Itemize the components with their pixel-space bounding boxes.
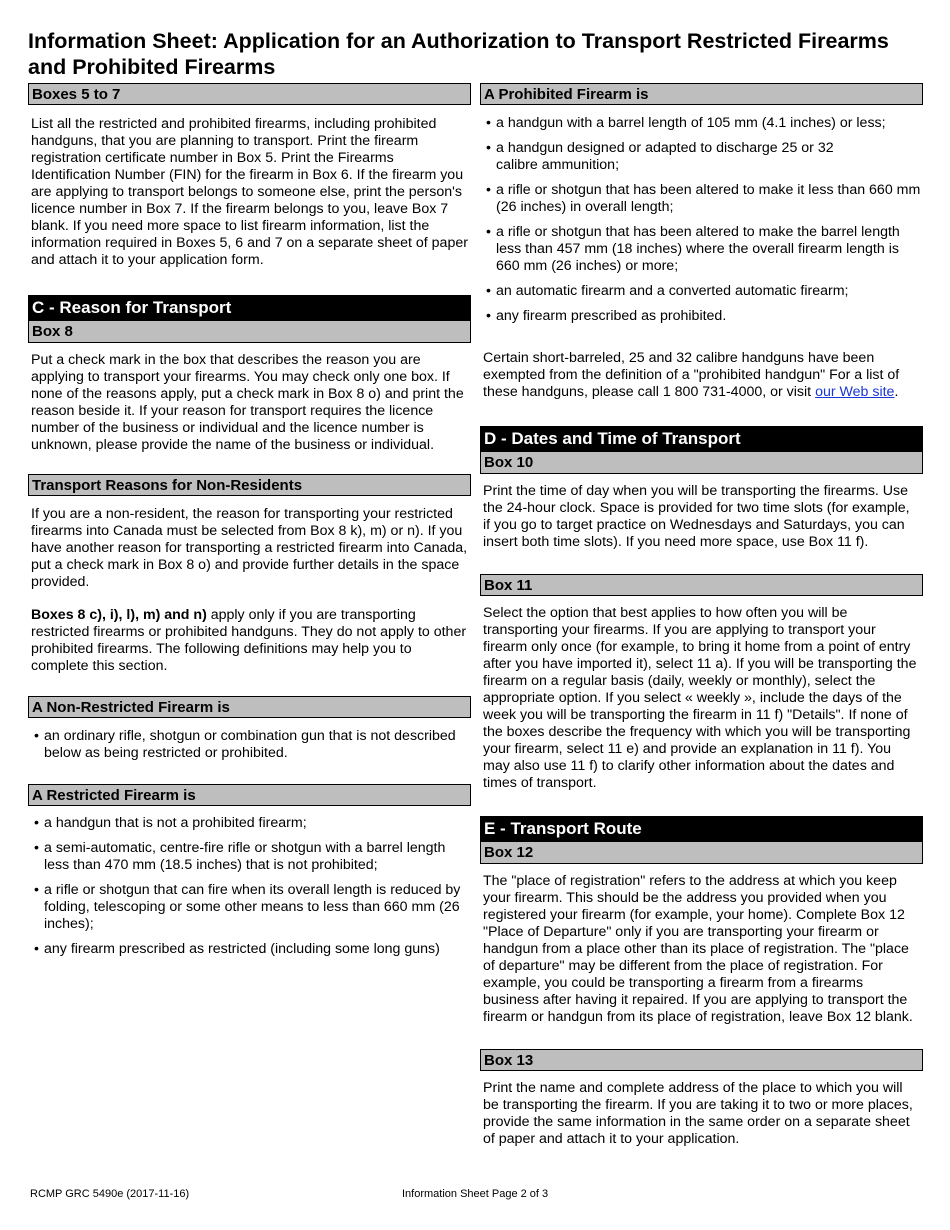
- list-item: • a rifle or shotgun that has been altered to make the barrel length less than 457 mm (18 inches) where the overall firearm length is 660 mm (26 inches) or more;: [486, 224, 900, 274]
- list-item: • a handgun designed or adapted to discharge 25 or 32 calibre ammunition;: [486, 140, 834, 173]
- non-residents-text: If you are a non-resident, the reason for transporting your restricted firearms into Canada must be selected from Box 8 k), m) or n). If you have another reason for transporting a restricted firearm into Canada, put a check mark in Box 8 o) and provide further details in the space provided.: [31, 506, 468, 590]
- list-item: • any firearm prescribed as prohibited.: [486, 308, 727, 324]
- list-item: • any firearm prescribed as restricted (including some long guns): [34, 941, 440, 957]
- list-item: • a handgun with a barrel length of 105 mm (4.1 inches) or less;: [486, 115, 886, 131]
- web-site-link[interactable]: our Web site: [815, 384, 895, 400]
- section-c-heading: C - Reason for Transport: [28, 295, 471, 321]
- non-residents-heading: Transport Reasons for Non-Residents: [28, 474, 471, 496]
- list-item: • a rifle or shotgun that has been altered to make it less than 660 mm (26 inches) in overall length;: [486, 182, 921, 215]
- list-item: • a semi-automatic, centre-fire rifle or shotgun with a barrel length less than 470 mm (18.5 inches) that is not prohibited;: [34, 840, 446, 873]
- list-item: • an automatic firearm and a converted automatic firearm;: [486, 283, 849, 299]
- boxes-5-7-text: List all the restricted and prohibited firearms, including prohibited handguns, that you are planning to transport. Print the firearm registration certificate number in Box 5. Print the Firearms Identification Number (FIN) for the firearm in Box 6. If the firearm you are applying to transport belongs to someone else, print the person's licence number in Box 7. If the firearm belongs to you, leave Box 7 blank. If you need more space to list firearm information, list the information required in Boxes 5, 6 and 7 on a separate sheet of paper and attach it to your application form.: [31, 116, 468, 268]
- section-e-heading: E - Transport Route: [480, 816, 923, 842]
- box-12-heading: Box 12: [480, 842, 923, 864]
- box-11-text: Select the option that best applies to how often you will be transporting your firearms. If you are applying to transport your firearm only once (for example, to bring it home from a point of entry after you have imported it), select 11 a). If you will be transporting the firearm on a regular basis (daily, weekly or monthly), select the appropriate option. If you select « weekly », include the days of the week you will be transporting the firearm in 11 f) "Details". If none of the boxes describe the frequency with which you will be transporting your firearm, select 11 e) and provide an explanation in 11 f). You may also use 11 f) to clarify other information about the dates and times of transport.: [483, 605, 917, 791]
- boxes-8-bold-lead: Boxes 8 c), i), l), m) and n): [31, 607, 207, 623]
- box-13-heading: Box 13: [480, 1049, 923, 1071]
- prohibited-note: Certain short-barreled, 25 and 32 calibre handguns have been exempted from the definition of a "prohibited handgun" For a list of these handguns, please call 1 800 731-4000, or visit our Web site.: [483, 350, 900, 400]
- form-code: RCMP GRC 5490e (2017-11-16): [30, 1188, 190, 1200]
- list-item: • a handgun that is not a prohibited firearm;: [34, 815, 307, 831]
- boxes-5-7-heading: Boxes 5 to 7: [28, 83, 471, 105]
- box-12-text: The "place of registration" refers to the address at which you keep your firearm. This should be the address you provided when you registered your firearm (for example, your home). Complete Box 12 "Place of Departure" only if you are transporting your firearm or handgun from a place other than its place of registration. The "place of departure" may be different from the place of registration. For example, you could be transporting a firearm from a firearms business after having it repaired. If you are applying to transport the firearm or handgun from its place of registration, leave Box 12 blank.: [483, 873, 913, 1025]
- boxes-8-note-text: apply only if you are transporting restricted firearms or prohibited handguns. They do not apply to other prohibited firearms. The following definitions may help you to complete this section.: [31, 607, 467, 674]
- box-8-heading: Box 8: [28, 321, 471, 343]
- list-item: • an ordinary rifle, shotgun or combination gun that is not described below as being restricted or prohibited.: [34, 728, 456, 761]
- box-10-heading: Box 10: [480, 452, 923, 474]
- prohibited-heading: A Prohibited Firearm is: [480, 83, 923, 105]
- box-13-text: Print the name and complete address of the place to which you will be transporting the firearm. If you are taking it to two or more places, provide the same information in the same order on a separate sheet of paper and attach it to your application.: [483, 1080, 913, 1147]
- box-8-text: Put a check mark in the box that describes the reason you are applying to transport your firearms. You may check only one box. If none of the reasons apply, put a check mark in Box 8 o) and print the reason beside it. If your reason for transport requires the licence number of the business or individual and the licence number is unknown, please provide the name of the business or individual.: [31, 352, 464, 453]
- boxes-8-note: [28, 607, 471, 675]
- box-10-text: Print the time of day when you will be transporting the firearms. Use the 24-hour clock. Space is provided for two time slots (for example, if you go to target practice on Wednesdays and Saturdays, you can insert both time slots). If you need more space, use Box 11 f).: [483, 483, 910, 550]
- non-restricted-list: [28, 728, 471, 762]
- prohibited-list: [480, 115, 923, 325]
- non-restricted-heading: A Non-Restricted Firearm is: [28, 696, 471, 718]
- page-title: Information Sheet: Application for an Authorization to Transport Restricted Firearms and Prohibited Firearms: [28, 29, 889, 79]
- right-column: [480, 83, 923, 1148]
- restricted-heading: A Restricted Firearm is: [28, 784, 471, 806]
- section-d-heading: D - Dates and Time of Transport: [480, 426, 923, 452]
- list-item: • a rifle or shotgun that can fire when its overall length is reduced by folding, telescoping or some other means to less than 660 mm (26 inches);: [34, 882, 461, 932]
- page-number: Information Sheet Page 2 of 3: [402, 1188, 549, 1200]
- left-column: [28, 83, 471, 958]
- restricted-list: [28, 815, 471, 958]
- box-11-heading: Box 11: [480, 574, 923, 596]
